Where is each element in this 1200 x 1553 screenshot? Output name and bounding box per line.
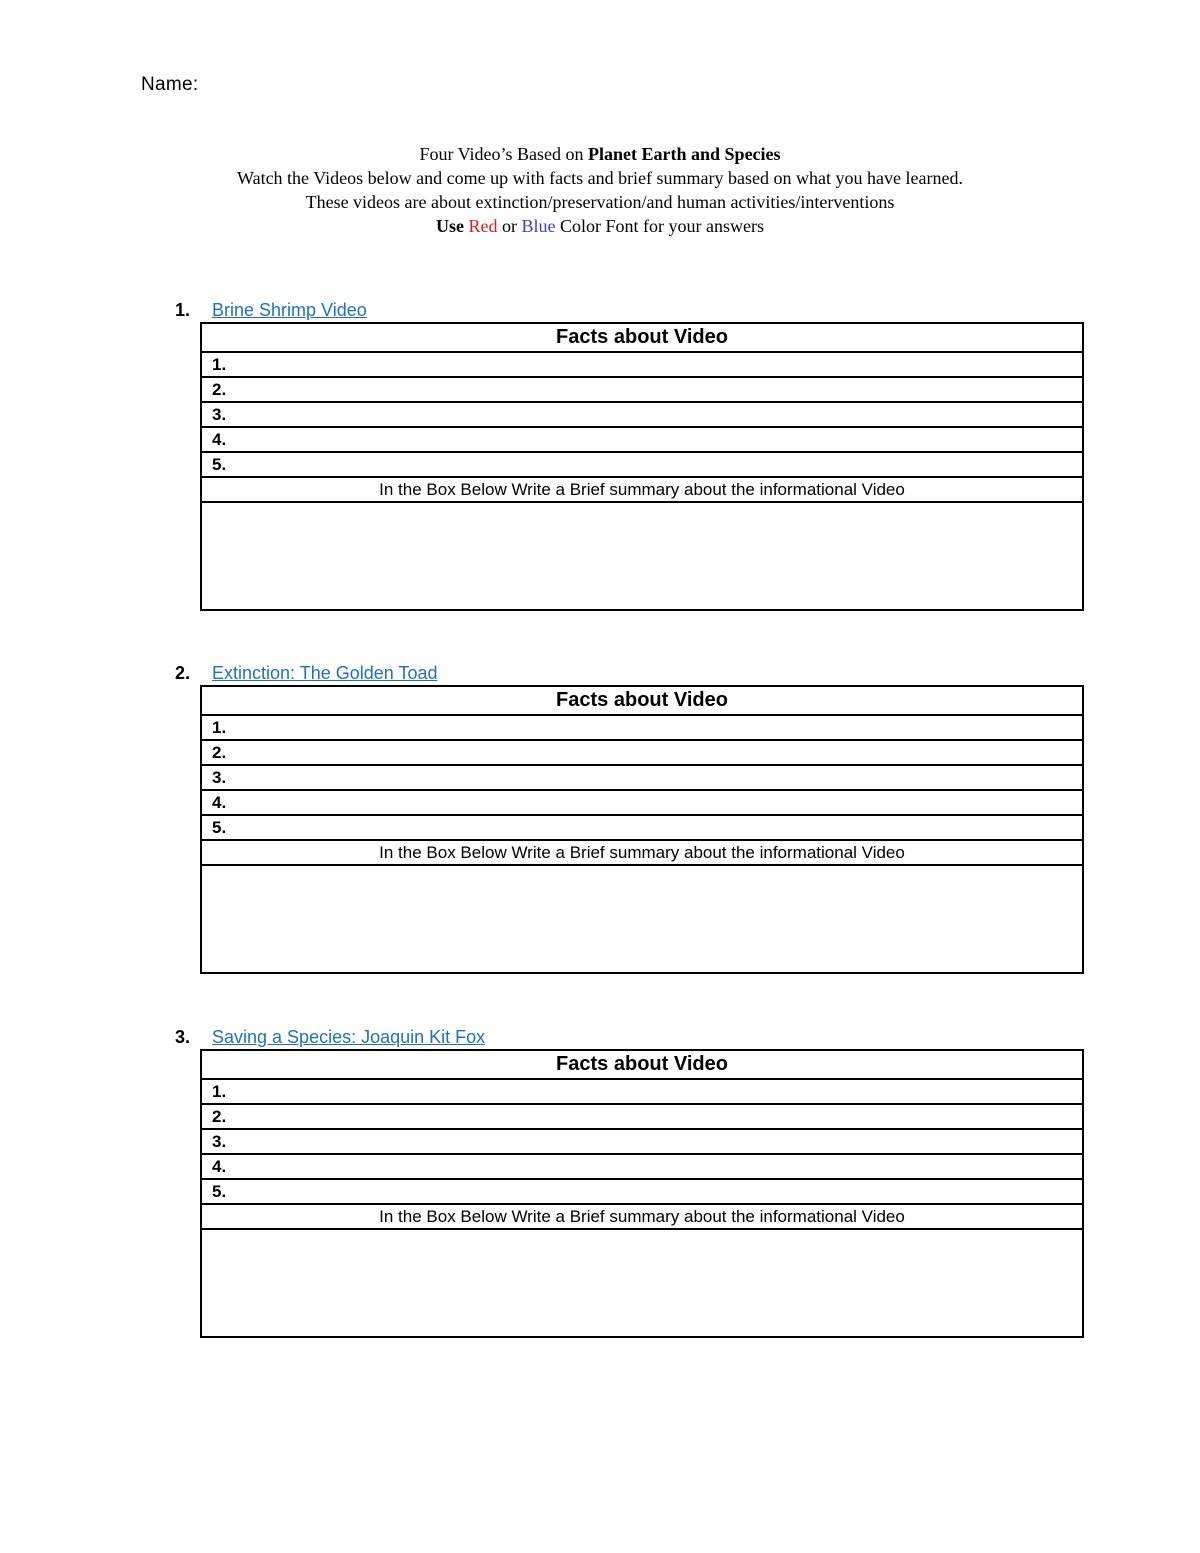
video-link-brine-shrimp[interactable]: Brine Shrimp Video <box>212 300 367 320</box>
section-title <box>173 660 1085 686</box>
fact-row-1[interactable]: 1. <box>201 715 1083 740</box>
summary-prompt: In the Box Below Write a Brief summary about the informational Video <box>201 840 1083 865</box>
facts-header: Facts about Video <box>201 686 1083 715</box>
fact-row-3[interactable]: 3. <box>201 765 1083 790</box>
or-word: or <box>497 216 522 236</box>
fact-row-1[interactable]: 1. <box>201 352 1083 377</box>
topics-line: These videos are about extinction/preservation/and human activities/interventions <box>305 192 895 212</box>
section-title <box>173 1024 1085 1050</box>
fact-row-3[interactable]: 3. <box>201 402 1083 427</box>
fact-row-2[interactable]: 2. <box>201 740 1083 765</box>
facts-table <box>200 685 1084 974</box>
facts-header: Facts about Video <box>201 1050 1083 1079</box>
video-section-1 <box>173 297 1085 499</box>
blue-word: Blue <box>521 216 556 236</box>
facts-table <box>200 1049 1084 1338</box>
fact-row-4[interactable]: 4. <box>201 1154 1083 1179</box>
summary-box[interactable] <box>201 1229 1083 1337</box>
video-section-2 <box>173 660 1085 862</box>
summary-box[interactable] <box>201 865 1083 973</box>
fact-row-5[interactable]: 5. <box>201 1179 1083 1204</box>
fact-row-5[interactable]: 5. <box>201 815 1083 840</box>
section-number: 2. <box>175 663 191 683</box>
instructions-line: Watch the Videos below and come up with facts and brief summary based on what you have learned. <box>237 168 963 188</box>
color-rest: Color Font for your answers <box>555 216 764 236</box>
title-bold: Planet Earth and Species <box>588 144 781 164</box>
facts-header: Facts about Video <box>201 323 1083 352</box>
use-word: Use <box>436 216 464 236</box>
fact-row-5[interactable]: 5. <box>201 452 1083 477</box>
video-link-golden-toad[interactable]: Extinction: The Golden Toad <box>212 663 438 683</box>
title-line <box>0 142 1200 166</box>
section-title <box>173 297 1085 323</box>
video-section-3 <box>173 1024 1085 1226</box>
fact-row-1[interactable]: 1. <box>201 1079 1083 1104</box>
video-link-kit-fox[interactable]: Saving a Species: Joaquin Kit Fox <box>212 1027 486 1047</box>
summary-prompt: In the Box Below Write a Brief summary about the informational Video <box>201 477 1083 502</box>
facts-table <box>200 322 1084 611</box>
summary-box[interactable] <box>201 502 1083 610</box>
name-label: Name: <box>141 74 199 95</box>
section-number: 3. <box>175 1027 191 1047</box>
fact-row-3[interactable]: 3. <box>201 1129 1083 1154</box>
document-header <box>0 142 1200 238</box>
fact-row-2[interactable]: 2. <box>201 377 1083 402</box>
fact-row-2[interactable]: 2. <box>201 1104 1083 1129</box>
summary-prompt: In the Box Below Write a Brief summary about the informational Video <box>201 1204 1083 1229</box>
fact-row-4[interactable]: 4. <box>201 790 1083 815</box>
fact-row-4[interactable]: 4. <box>201 427 1083 452</box>
red-word: Red <box>468 216 498 236</box>
color-instruction-line <box>0 214 1200 238</box>
title-prefix: Four Video’s Based on <box>419 144 589 164</box>
section-number: 1. <box>175 300 191 320</box>
